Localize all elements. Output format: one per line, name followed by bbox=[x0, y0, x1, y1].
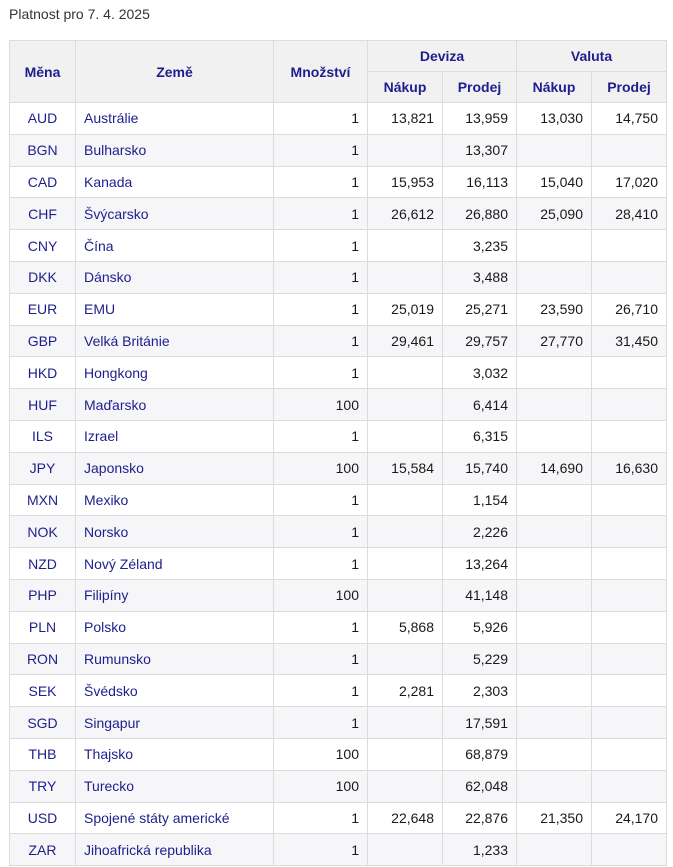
valuta-sell-cell bbox=[592, 389, 667, 421]
deviza-buy-cell: 15,953 bbox=[368, 166, 443, 198]
table-row bbox=[10, 707, 667, 739]
table-row bbox=[10, 293, 667, 325]
valuta-buy-cell: 23,590 bbox=[517, 293, 592, 325]
valuta-sell-cell bbox=[592, 611, 667, 643]
valuta-sell-cell bbox=[592, 579, 667, 611]
currency-code: HKD bbox=[10, 357, 76, 389]
quantity-cell: 1 bbox=[274, 166, 368, 198]
quantity-cell: 1 bbox=[274, 484, 368, 516]
quantity-cell: 1 bbox=[274, 293, 368, 325]
country-name: Thajsko bbox=[76, 738, 274, 770]
quantity-cell: 1 bbox=[274, 516, 368, 548]
valuta-sell-cell bbox=[592, 738, 667, 770]
valuta-sell-cell: 16,630 bbox=[592, 452, 667, 484]
valuta-buy-cell: 27,770 bbox=[517, 325, 592, 357]
table-row bbox=[10, 261, 667, 293]
deviza-buy-cell bbox=[368, 516, 443, 548]
table-row bbox=[10, 579, 667, 611]
deviza-sell-cell: 29,757 bbox=[443, 325, 517, 357]
country-name: Rumunsko bbox=[76, 643, 274, 675]
valuta-buy-cell bbox=[517, 134, 592, 166]
valuta-sell-cell: 26,710 bbox=[592, 293, 667, 325]
quantity-cell: 100 bbox=[274, 770, 368, 802]
valuta-buy-cell bbox=[517, 707, 592, 739]
valuta-sell-cell: 14,750 bbox=[592, 103, 667, 135]
header-valuta-sell: Prodej bbox=[592, 72, 667, 103]
currency-code: PHP bbox=[10, 579, 76, 611]
deviza-buy-cell: 13,821 bbox=[368, 103, 443, 135]
table-row bbox=[10, 230, 667, 262]
deviza-sell-cell: 26,880 bbox=[443, 198, 517, 230]
country-name: Nový Zéland bbox=[76, 548, 274, 580]
deviza-sell-cell: 3,032 bbox=[443, 357, 517, 389]
currency-code: ILS bbox=[10, 420, 76, 452]
deviza-sell-cell: 3,235 bbox=[443, 230, 517, 262]
table-row bbox=[10, 357, 667, 389]
deviza-buy-cell bbox=[368, 707, 443, 739]
table-row bbox=[10, 675, 667, 707]
table-row bbox=[10, 611, 667, 643]
quantity-cell: 1 bbox=[274, 802, 368, 834]
currency-code: CHF bbox=[10, 198, 76, 230]
valuta-buy-cell bbox=[517, 675, 592, 707]
deviza-sell-cell: 1,154 bbox=[443, 484, 517, 516]
country-name: Mexiko bbox=[76, 484, 274, 516]
deviza-sell-cell: 13,959 bbox=[443, 103, 517, 135]
valuta-buy-cell bbox=[517, 611, 592, 643]
deviza-sell-cell: 2,303 bbox=[443, 675, 517, 707]
valuta-buy-cell bbox=[517, 230, 592, 262]
deviza-buy-cell: 22,648 bbox=[368, 802, 443, 834]
deviza-buy-cell bbox=[368, 484, 443, 516]
valuta-sell-cell: 28,410 bbox=[592, 198, 667, 230]
deviza-buy-cell bbox=[368, 834, 443, 866]
currency-code: SGD bbox=[10, 707, 76, 739]
valuta-sell-cell: 31,450 bbox=[592, 325, 667, 357]
deviza-sell-cell: 3,488 bbox=[443, 261, 517, 293]
quantity-cell: 1 bbox=[274, 420, 368, 452]
valuta-buy-cell bbox=[517, 579, 592, 611]
valuta-buy-cell bbox=[517, 261, 592, 293]
valuta-sell-cell bbox=[592, 516, 667, 548]
header-valuta-buy: Nákup bbox=[517, 72, 592, 103]
quantity-cell: 1 bbox=[274, 103, 368, 135]
valuta-buy-cell: 21,350 bbox=[517, 802, 592, 834]
table-row bbox=[10, 198, 667, 230]
validity-date: Platnost pro 7. 4. 2025 bbox=[9, 6, 150, 22]
country-name: Švýcarsko bbox=[76, 198, 274, 230]
currency-code: DKK bbox=[10, 261, 76, 293]
deviza-sell-cell: 6,414 bbox=[443, 389, 517, 421]
valuta-sell-cell bbox=[592, 484, 667, 516]
currency-code: NZD bbox=[10, 548, 76, 580]
header-quantity: Množství bbox=[274, 41, 368, 103]
table-row bbox=[10, 325, 667, 357]
table-row bbox=[10, 738, 667, 770]
valuta-sell-cell bbox=[592, 420, 667, 452]
valuta-buy-cell: 14,690 bbox=[517, 452, 592, 484]
currency-code: CAD bbox=[10, 166, 76, 198]
deviza-buy-cell: 26,612 bbox=[368, 198, 443, 230]
header-deviza: Deviza bbox=[368, 41, 517, 72]
deviza-buy-cell bbox=[368, 770, 443, 802]
deviza-sell-cell: 62,048 bbox=[443, 770, 517, 802]
deviza-sell-cell: 22,876 bbox=[443, 802, 517, 834]
quantity-cell: 1 bbox=[274, 548, 368, 580]
deviza-sell-cell: 1,233 bbox=[443, 834, 517, 866]
country-name: Japonsko bbox=[76, 452, 274, 484]
table-row bbox=[10, 834, 667, 866]
deviza-buy-cell bbox=[368, 357, 443, 389]
valuta-buy-cell bbox=[517, 389, 592, 421]
currency-code: MXN bbox=[10, 484, 76, 516]
quantity-cell: 1 bbox=[274, 261, 368, 293]
table-row bbox=[10, 166, 667, 198]
country-name: Čína bbox=[76, 230, 274, 262]
table-row bbox=[10, 103, 667, 135]
deviza-buy-cell bbox=[368, 261, 443, 293]
deviza-buy-cell bbox=[368, 643, 443, 675]
deviza-buy-cell: 2,281 bbox=[368, 675, 443, 707]
deviza-sell-cell: 5,229 bbox=[443, 643, 517, 675]
currency-code: THB bbox=[10, 738, 76, 770]
deviza-sell-cell: 13,307 bbox=[443, 134, 517, 166]
valuta-sell-cell bbox=[592, 675, 667, 707]
valuta-buy-cell bbox=[517, 738, 592, 770]
deviza-sell-cell: 17,591 bbox=[443, 707, 517, 739]
deviza-buy-cell bbox=[368, 389, 443, 421]
currency-code: CNY bbox=[10, 230, 76, 262]
table-body bbox=[10, 103, 667, 866]
header-deviza-sell: Prodej bbox=[443, 72, 517, 103]
currency-code: HUF bbox=[10, 389, 76, 421]
deviza-sell-cell: 16,113 bbox=[443, 166, 517, 198]
quantity-cell: 1 bbox=[274, 675, 368, 707]
quantity-cell: 100 bbox=[274, 389, 368, 421]
currency-code: ZAR bbox=[10, 834, 76, 866]
header-valuta: Valuta bbox=[517, 41, 667, 72]
deviza-sell-cell: 2,226 bbox=[443, 516, 517, 548]
country-name: Spojené státy americké bbox=[76, 802, 274, 834]
currency-code: TRY bbox=[10, 770, 76, 802]
deviza-sell-cell: 5,926 bbox=[443, 611, 517, 643]
quantity-cell: 1 bbox=[274, 611, 368, 643]
quantity-cell: 100 bbox=[274, 579, 368, 611]
country-name: Kanada bbox=[76, 166, 274, 198]
valuta-sell-cell: 24,170 bbox=[592, 802, 667, 834]
table-row bbox=[10, 420, 667, 452]
deviza-buy-cell bbox=[368, 548, 443, 580]
currency-code: BGN bbox=[10, 134, 76, 166]
valuta-buy-cell bbox=[517, 834, 592, 866]
country-name: Hongkong bbox=[76, 357, 274, 389]
table-row bbox=[10, 452, 667, 484]
table-row bbox=[10, 548, 667, 580]
country-name: Bulharsko bbox=[76, 134, 274, 166]
deviza-buy-cell bbox=[368, 134, 443, 166]
valuta-sell-cell bbox=[592, 548, 667, 580]
valuta-buy-cell bbox=[517, 484, 592, 516]
valuta-buy-cell bbox=[517, 357, 592, 389]
deviza-sell-cell: 6,315 bbox=[443, 420, 517, 452]
header-currency: Měna bbox=[10, 41, 76, 103]
valuta-buy-cell bbox=[517, 770, 592, 802]
valuta-buy-cell bbox=[517, 420, 592, 452]
quantity-cell: 1 bbox=[274, 198, 368, 230]
deviza-buy-cell: 29,461 bbox=[368, 325, 443, 357]
valuta-buy-cell: 25,090 bbox=[517, 198, 592, 230]
valuta-buy-cell: 13,030 bbox=[517, 103, 592, 135]
deviza-buy-cell bbox=[368, 579, 443, 611]
deviza-buy-cell bbox=[368, 230, 443, 262]
valuta-sell-cell bbox=[592, 230, 667, 262]
currency-code: NOK bbox=[10, 516, 76, 548]
country-name: Turecko bbox=[76, 770, 274, 802]
country-name: Polsko bbox=[76, 611, 274, 643]
deviza-sell-cell: 41,148 bbox=[443, 579, 517, 611]
valuta-buy-cell bbox=[517, 516, 592, 548]
quantity-cell: 1 bbox=[274, 134, 368, 166]
country-name: Izrael bbox=[76, 420, 274, 452]
currency-code: USD bbox=[10, 802, 76, 834]
country-name: Jihoafrická republika bbox=[76, 834, 274, 866]
valuta-buy-cell bbox=[517, 643, 592, 675]
valuta-sell-cell bbox=[592, 643, 667, 675]
table-row bbox=[10, 802, 667, 834]
valuta-sell-cell bbox=[592, 261, 667, 293]
quantity-cell: 1 bbox=[274, 325, 368, 357]
valuta-sell-cell bbox=[592, 834, 667, 866]
header-country: Země bbox=[76, 41, 274, 103]
deviza-sell-cell: 15,740 bbox=[443, 452, 517, 484]
valuta-sell-cell bbox=[592, 134, 667, 166]
quantity-cell: 1 bbox=[274, 643, 368, 675]
deviza-buy-cell: 15,584 bbox=[368, 452, 443, 484]
currency-code: EUR bbox=[10, 293, 76, 325]
currency-code: JPY bbox=[10, 452, 76, 484]
currency-code: PLN bbox=[10, 611, 76, 643]
deviza-sell-cell: 68,879 bbox=[443, 738, 517, 770]
currency-code: RON bbox=[10, 643, 76, 675]
country-name: Velká Británie bbox=[76, 325, 274, 357]
quantity-cell: 100 bbox=[274, 738, 368, 770]
quantity-cell: 1 bbox=[274, 707, 368, 739]
valuta-buy-cell: 15,040 bbox=[517, 166, 592, 198]
quantity-cell: 1 bbox=[274, 230, 368, 262]
valuta-sell-cell bbox=[592, 770, 667, 802]
country-name: Dánsko bbox=[76, 261, 274, 293]
table-row bbox=[10, 389, 667, 421]
valuta-buy-cell bbox=[517, 548, 592, 580]
currency-code: SEK bbox=[10, 675, 76, 707]
currency-code: GBP bbox=[10, 325, 76, 357]
table-row bbox=[10, 516, 667, 548]
table-row bbox=[10, 770, 667, 802]
currency-code: AUD bbox=[10, 103, 76, 135]
country-name: Singapur bbox=[76, 707, 274, 739]
deviza-buy-cell: 5,868 bbox=[368, 611, 443, 643]
country-name: Filipíny bbox=[76, 579, 274, 611]
valuta-sell-cell bbox=[592, 707, 667, 739]
exchange-rate-table bbox=[9, 40, 667, 866]
country-name: EMU bbox=[76, 293, 274, 325]
quantity-cell: 1 bbox=[274, 834, 368, 866]
deviza-sell-cell: 13,264 bbox=[443, 548, 517, 580]
deviza-buy-cell: 25,019 bbox=[368, 293, 443, 325]
country-name: Austrálie bbox=[76, 103, 274, 135]
deviza-buy-cell bbox=[368, 420, 443, 452]
valuta-sell-cell bbox=[592, 357, 667, 389]
country-name: Švédsko bbox=[76, 675, 274, 707]
table-row bbox=[10, 484, 667, 516]
table-row bbox=[10, 643, 667, 675]
deviza-sell-cell: 25,271 bbox=[443, 293, 517, 325]
quantity-cell: 1 bbox=[274, 357, 368, 389]
valuta-sell-cell: 17,020 bbox=[592, 166, 667, 198]
deviza-buy-cell bbox=[368, 738, 443, 770]
country-name: Norsko bbox=[76, 516, 274, 548]
quantity-cell: 100 bbox=[274, 452, 368, 484]
table-row bbox=[10, 134, 667, 166]
country-name: Maďarsko bbox=[76, 389, 274, 421]
header-deviza-buy: Nákup bbox=[368, 72, 443, 103]
